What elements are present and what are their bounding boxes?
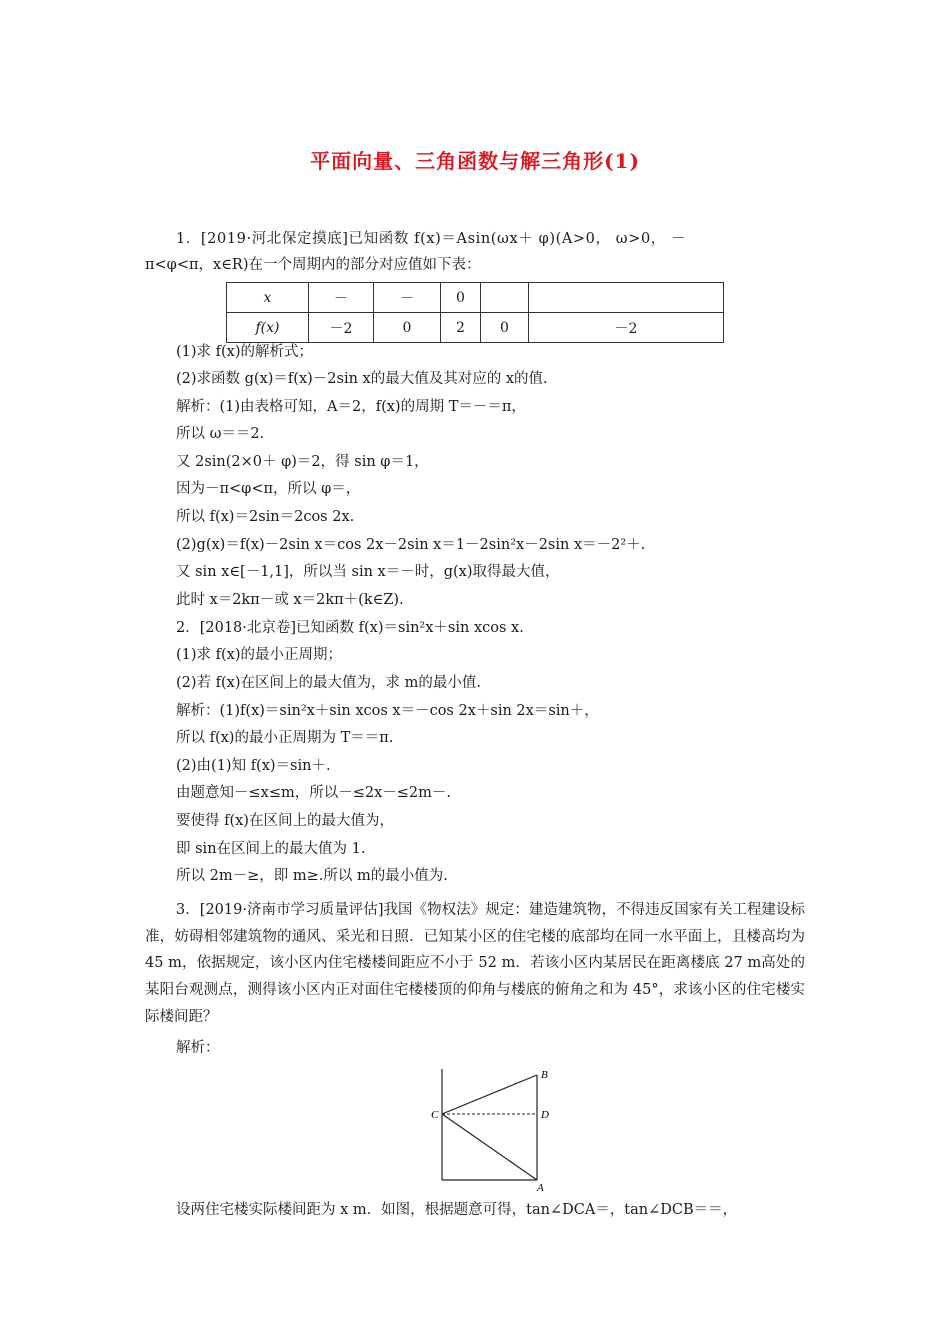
problem2-solution-line: 所以 f(x)的最小正周期为 T＝＝π. [176, 730, 394, 746]
problem2-solution-line: (2)由(1)知 f(x)＝sin＋. [176, 758, 331, 774]
problem3-solution-label: 解析： [176, 1040, 220, 1056]
problem1-line2: π<φ<π，x∈R)在一个周期内的部分对应值如下表： [145, 257, 481, 273]
problem1-question2: (2)求函数 g(x)＝f(x)－2sin x的最大值及其对应的 x的值. [176, 371, 548, 387]
problem3-last-line: 设两住宅楼实际楼间距为 x m．如图，根据题意可得，tan∠DCA＝，tan∠DCB＝＝， [176, 1202, 738, 1218]
label-a: A [537, 1182, 544, 1194]
problem1-question1: (1)求 f(x)的解析式； [176, 344, 314, 360]
line-cb [442, 1075, 537, 1114]
table-cell [481, 283, 529, 313]
table-cell: － [374, 283, 441, 313]
problem2-solution-line: 即 sin在区间上的最大值为 1. [176, 841, 366, 857]
table-cell: －2 [309, 313, 374, 343]
problem1-solution-line: 又 2sin(2×0＋ φ)＝2，得 sin φ＝1， [176, 454, 429, 470]
table-cell: 0 [441, 283, 481, 313]
table-cell: f(x) [227, 313, 309, 343]
line-ca [442, 1114, 537, 1180]
problem1-solution-line: (2)g(x)＝f(x)－2sin x＝cos 2x－2sin x＝1－2sin²x－2sin x＝－2²＋. [176, 537, 646, 553]
problem1-solution-line: 因为－π<φ<π，所以 φ＝， [176, 481, 361, 497]
table-cell: 0 [481, 313, 529, 343]
label-d: D [541, 1109, 549, 1121]
table-cell: x [227, 283, 309, 313]
problem1-solution-line: 解析：(1)由表格可知，A＝2，f(x)的周期 T＝－＝π， [176, 399, 526, 415]
building-diagram [420, 1063, 560, 1195]
problem1-line1: 1．[2019·河北保定摸底]已知函数 f(x)＝Asin(ωx＋ φ)(A>0， ω>0， － [176, 231, 687, 247]
table-cell [529, 283, 724, 313]
label-c: C [431, 1109, 439, 1121]
problem2-solution-line: 要使得 f(x)在区间上的最大值为， [176, 813, 394, 829]
table-cell: －2 [529, 313, 724, 343]
problem3-paragraph: 3．[2019·济南市学习质量评估]我国《物权法》规定：建造建筑物，不得违反国家有关工程建设标准，妨碍相邻建筑物的通风、采光和日照．已知某小区的住宅楼的底部均在同一水平面上，且楼高均为 45 m，依据规定，该小区内住宅楼楼间距应不小于 52 m．若该小区内某居民在距离楼底 27 m高处的某阳台观测点，测得该小区内正对面住宅楼楼顶的仰角与楼底的俯角之和为 45°，求该小区的住宅楼实际楼间距？ [145, 902, 805, 1025]
problem2-question2: (2)若 f(x)在区间上的最大值为，求 m的最小值. [176, 675, 481, 691]
problem2-solution-line: 解析：(1)f(x)＝sin²x＋sin xcos x＝－cos 2x＋sin 2x＝sin＋， [176, 703, 599, 719]
table-row [227, 283, 724, 313]
table-cell: － [309, 283, 374, 313]
label-b: B [541, 1069, 548, 1081]
table-cell: 2 [441, 313, 481, 343]
problem1-solution-line: 此时 x＝2kπ－或 x＝2kπ＋(k∈Z). [176, 592, 404, 608]
table-row [227, 313, 724, 343]
page-title: 平面向量、三角函数与解三角形(1) [310, 149, 640, 173]
problem2-solution-line: 由题意知－≤x≤m，所以－≤2x－≤2m－. [176, 785, 452, 801]
table-cell: 0 [374, 313, 441, 343]
problem2-line1: 2．[2018·北京卷]已知函数 f(x)＝sin²x＋sin xcos x. [176, 620, 524, 636]
value-table [226, 282, 724, 343]
problem1-solution-line: 所以 ω＝＝2. [176, 426, 265, 442]
problem2-solution-line: 所以 2m－≥，即 m≥.所以 m的最小值为. [176, 868, 448, 884]
problem1-solution-line: 所以 f(x)＝2sin＝2cos 2x. [176, 509, 355, 525]
problem1-solution-line: 又 sin x∈[－1,1]，所以当 sin x＝－时，g(x)取得最大值， [176, 564, 560, 580]
problem2-question1: (1)求 f(x)的最小正周期； [176, 647, 343, 663]
